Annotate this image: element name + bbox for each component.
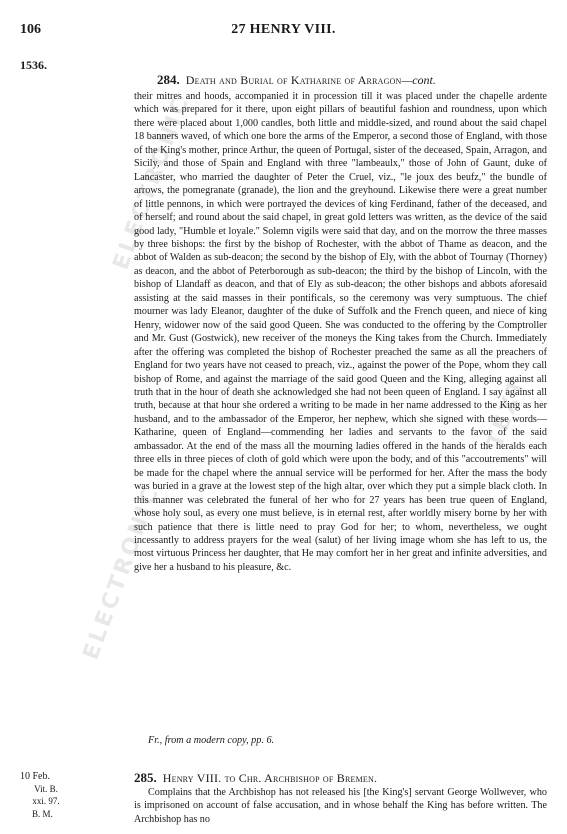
body-paragraph: their mitres and hoods, accompanied it in procession till it was placed under the chapelle ardente which was prepared for it there, upon eight pillars of beautiful fashion and roundness, upon which there were placed about 1,000 candles, both little and middle-sized, and round about the said chapel 18 banners waved, of which one bore the arms of the Emperor, a second those of England, with those of the King's mother, prince Arthur, the queen of Portugal, sister of the deceased, Spain, Arragon, and Sicily, and those of Spain and England with three "lambeaulx," those of John of Gaunt, duke of Lancaster, who married the daughter of Peter the Cruel, viz., "le joux des beufz," the bundle of arrows, the pomegranate (granade), the lion and the greyhound. Likewise there were a great number of little pennons, in which were portrayed the devices of king Ferdinand, father of the deceased, and of herself; and round about the said chapel, in great gold letters was written, as the device of the said good lady, "Humble et loyale." Solemn vigils were said that day, and on the morrow the three masses by three bishops: the first by the bishop of Rochester, with the abbot of Thame as deacon, and the abbot of Walden as sub-deacon; the second by the bishop of Ely, with the abbot of Tournay (Thorney) as deacon, and the abbot of Peterborough as sub-deacon; the third by the bishop of Lincoln, with the bishop of Llandaff as deacon, and that of Ely as sub-deacon; the other bishops and abbots aforesaid assisting at the said masses in their pontificals, so the ceremony was very sumptuous. The chief mourner was lady Eleanor, daughter of the duke of Suffolk and the French queen, and niece of king Henry, widower now of the said good Queen. She was conducted to the offering by the Comptroller and Mr. Gust (Gostwick), new receiver of the moneys the King takes from the Church. Immediately after the offering was completed the bishop of Rochester preached the same as all the preachers of England for two years have not ceased to preach, viz., against the power of the Pope, whom they call bishop of Rome, and against the marriage of the said good Queen and the King, alleging against all truth that in the hour of death she acknowledged she had not been queen of England. I say against all truth, because at that hour she ordered a writing to be made in her name addressed to the King as her husband, and to the ambassador of the Emperor, her nephew, which she signed with these words—Katharine, queen of England—commending her ladies and servants to the favor of the said ambassador. At the end of the mass all the mourning ladies offered in the hands of the heralds each three ells in three pieces of cloth of gold which were upon the body, and of this "accoutrements" will be made for the chapel where the annual service will be performed for her. After the mass the body was buried in a grave at the lowest step of the high altar, over which they put a simple black cloth. In this manner was celebrated the funeral of her who for 27 years has been true queen of England, whose holy soul, as every one must believe, is in eternal rest, after worldly misery borne by her with such patience that there is little need to pray God for her; to whom, nevertheless, we ought incessantly to address prayers for the weal (salut) of her living image whom she has left to us, the most virtuous Princess her daughter, that He may comfort her in her great and infinite adversities, and give her a husband to his pleasure, &c. bbox=[134, 91, 547, 573]
watermark-stamp: ELECTRONIC bbox=[78, 481, 165, 664]
margin-date: 10 Feb. bbox=[20, 771, 50, 782]
continued-marker: —cont. bbox=[401, 73, 436, 87]
source-note: Fr., from a modern copy, pp. 6. bbox=[148, 735, 275, 746]
article-number: 284. bbox=[157, 72, 180, 87]
watermark-stamp: ELECTRONIC bbox=[108, 91, 195, 274]
year-margin-note: 1536. bbox=[20, 58, 47, 72]
article-title: Death and Burial of Katharine of Arragon bbox=[185, 73, 402, 87]
article-number: 285. bbox=[134, 770, 157, 785]
article-285-body: Complains that the Archbishop has not released his [the King's] servant George Wollwever, who is imprisoned on account of false accusation, and in whose behalf the King has before written. The Archbishop has no bbox=[134, 787, 547, 825]
margin-repository: B. M. bbox=[32, 809, 53, 819]
article-title: Henry VIII. to Chr. Archbishop of Bremen. bbox=[162, 771, 378, 785]
running-head: 27 HENRY VIII. bbox=[231, 22, 336, 37]
article-285-heading bbox=[134, 770, 377, 786]
article-284-heading bbox=[157, 72, 436, 88]
margin-reference: Vit. B. xxi. 97. bbox=[32, 784, 60, 806]
page-number: 106 bbox=[20, 22, 41, 37]
watermark-stamp: TEXT bbox=[482, 373, 532, 452]
article-284-body bbox=[134, 90, 547, 574]
